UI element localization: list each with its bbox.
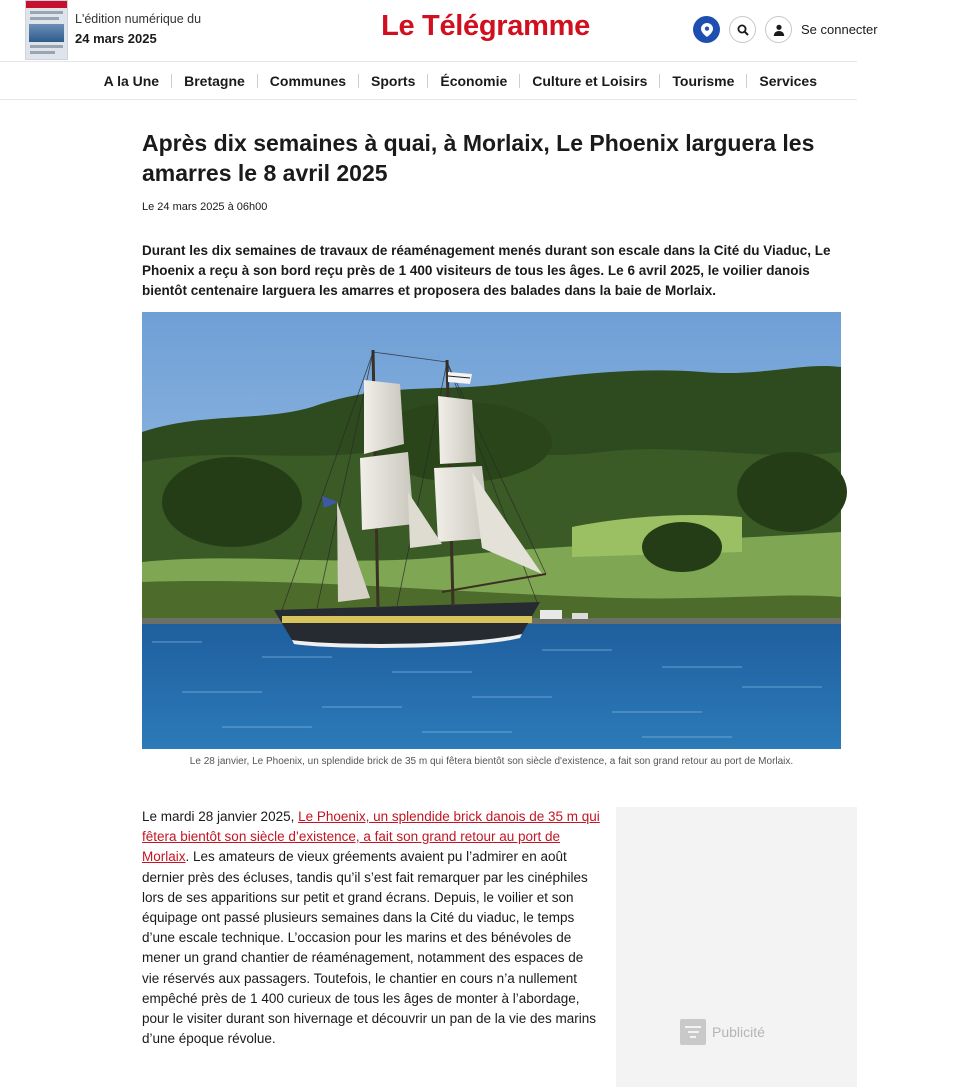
ad-filter-icon: [680, 1019, 706, 1045]
article-body: [142, 807, 604, 1049]
advertisement-slot[interactable]: [616, 807, 857, 1087]
location-button[interactable]: [693, 16, 720, 43]
main-navigation: [0, 62, 857, 100]
photo-caption: Le 28 janvier, Le Phoenix, un splendide brick de 35 m qui fêtera bientôt son siècle d'existence, a fait son grand retour au port de Morlaix.: [189, 756, 794, 767]
related-article-link[interactable]: Le Phoenix, un splendide brick danois de 35 m qui fêtera bientôt son siècle d’existence, a fait son grand retour au port de Morlaix: [142, 809, 600, 865]
edition-label: L'édition numérique du: [75, 12, 202, 26]
article-photo[interactable]: [142, 312, 841, 749]
nav-item-culture-loisirs[interactable]: Culture et Loisirs: [519, 74, 659, 88]
user-icon: [773, 24, 785, 36]
site-header: [0, 0, 878, 62]
nav-item-communes[interactable]: Communes: [257, 74, 358, 88]
account-button[interactable]: [765, 16, 792, 43]
location-pin-icon: [701, 23, 713, 37]
site-logo[interactable]: Le Télégramme: [381, 10, 590, 42]
tall-ship-photo: [142, 312, 841, 749]
nav-item-economie[interactable]: Économie: [427, 74, 519, 88]
search-icon: [737, 24, 749, 36]
body-rest: . Les amateurs de vieux gréements avaient pu l’admirer en août dernier près des écluses, tandis qu’il s’est fait remarquer par les cinéphiles lors de ses apparitions sur petit et grand écrans. Depuis, le voilier et son équipage ont passé plusieurs semaines dans la Cité du viaduc, le temps d’une escale technique. L’occasion pour les marins et des bénévoles de mener un grand chantier de réaménagement, notamment des espaces de vie réservés aux passagers. Toutefois, le chantier en cours n’a nullement empêché près de 1 400 curieux de tous les âges de monter à l’abordage, pour le visiter durant son hivernage et découvrir un pan de la vie des marins d’une époque révolue.: [142, 849, 597, 1047]
search-button[interactable]: [729, 16, 756, 43]
article-lead: Durant les dix semaines de travaux de réaménagement menés durant son escale dans la Cité du Viaduc, Le Phoenix a reçu à son bord reçu près de 1 400 visiteurs de tous les âges. Le 6 avril 2025, le voilier danois bientôt centenaire larguera les amarres et proposera des balades dans la baie de Morlaix.: [142, 243, 831, 298]
nav-list: [92, 62, 829, 100]
nav-item-bretagne[interactable]: Bretagne: [171, 74, 257, 88]
login-link[interactable]: Se connecter: [801, 22, 878, 37]
nav-item-services[interactable]: Services: [746, 74, 829, 88]
nav-item-tourisme[interactable]: Tourisme: [659, 74, 746, 88]
edition-date[interactable]: 24 mars 2025: [75, 31, 157, 46]
ad-label: Publicité: [712, 1024, 765, 1040]
nav-item-a-la-une[interactable]: A la Une: [103, 73, 160, 89]
article-date: Le 24 mars 2025 à 06h00: [142, 201, 268, 213]
nav-item-sports[interactable]: Sports: [358, 74, 427, 88]
ad-placeholder: [680, 1019, 765, 1045]
article-title: Après dix semaines à quai, à Morlaix, Le Phoenix larguera les amarres le 8 avril 2025: [142, 130, 815, 186]
body-intro: Le mardi 28 janvier 2025,: [142, 809, 299, 824]
